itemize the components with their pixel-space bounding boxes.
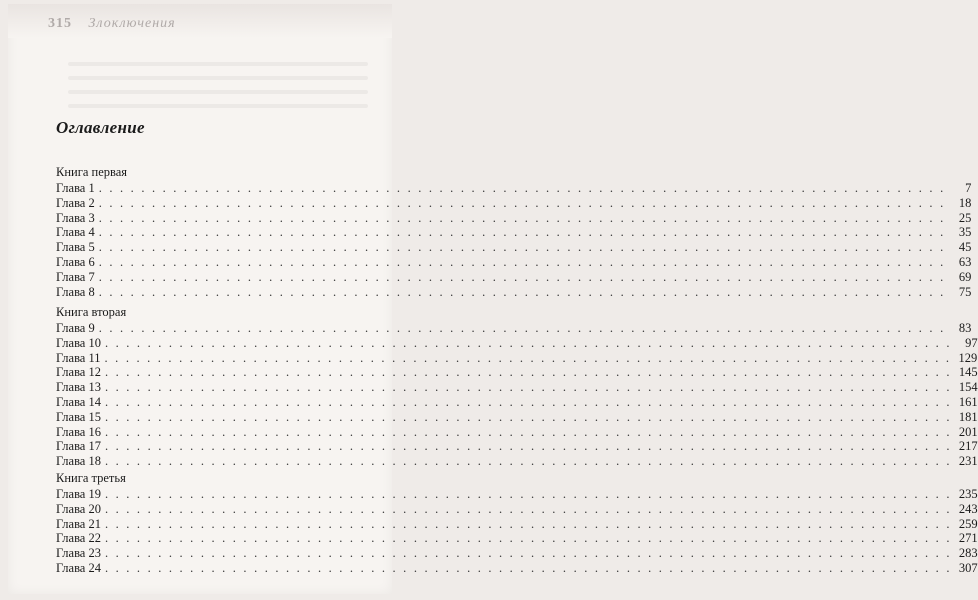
chapter-label: Глава 19 — [56, 487, 101, 501]
chapter-page-number: 271 — [958, 531, 978, 546]
toc-book-2 — [56, 304, 978, 469]
toc-entry — [56, 284, 972, 300]
dot-leader: . . . . . . . . . . . . . . . . . . . . . . . . . . . . . . . . . . . . . . . . . . . . . . . . . . . . . . . . . . . . . . . . . . . . . . . . . . . . . . . . — [98, 181, 946, 195]
dot-leader: . . . . . . . . . . . . . . . . . . . . . . . . . . . . . . . . . . . . . . . . . . . . . . . . . . . . . . . . . . . . . . . . . . . . . . . . . . . . . . . . — [98, 225, 946, 240]
dot-leader: . . . . . . . . . . . . . . . . . . . . . . . . . . . . . . . . . . . . . . . . . . . . . . . . . . . . . . . . . . . . . . . . . . . . . . . . . . . . . . . . — [104, 350, 952, 365]
toc-title: Оглавление — [56, 118, 145, 137]
toc-entry — [56, 424, 978, 440]
toc-entry — [56, 516, 978, 532]
toc-entry — [56, 254, 972, 270]
chapter-page-number: 18 — [958, 195, 972, 210]
toc-entry — [56, 439, 978, 454]
chapter-page-number: 35 — [958, 225, 972, 240]
book-title: Книга вторая — [56, 305, 127, 319]
book-title: Книга первая — [56, 165, 128, 179]
chapter-page-number: 235 — [958, 487, 978, 501]
chapter-label: Глава 10 — [56, 335, 101, 350]
chapter-label: Глава 9 — [56, 321, 95, 335]
chapter-label: Глава 13 — [56, 380, 101, 395]
dot-leader: . . . . . . . . . . . . . . . . . . . . . . . . . . . . . . . . . . . . . . . . . . . . . . . . . . . . . . . . . . . . . . . . . . . . . . . . . . . . . . . . — [104, 454, 952, 469]
chapter-page-number: 243 — [958, 501, 978, 516]
chapter-label: Глава 4 — [56, 225, 95, 240]
running-header — [48, 16, 176, 32]
toc-entry — [56, 225, 972, 240]
show-through-line — [68, 90, 368, 94]
chapter-page-number: 45 — [958, 240, 972, 255]
chapter-page-number: 75 — [958, 284, 972, 299]
chapter-page-number: 231 — [958, 454, 978, 469]
chapter-page-number: 69 — [958, 269, 972, 284]
header-title: Злоключения — [88, 16, 176, 31]
chapter-list — [56, 181, 972, 299]
chapter-page-number: 307 — [958, 560, 978, 575]
dot-leader: . . . . . . . . . . . . . . . . . . . . . . . . . . . . . . . . . . . . . . . . . . . . . . . . . . . . . . . . . . . . . . . . . . . . . . . . . . . . . . . . — [104, 380, 952, 395]
show-through-line — [68, 76, 368, 80]
chapter-label: Глава 6 — [56, 254, 95, 269]
dot-leader: . . . . . . . . . . . . . . . . . . . . . . . . . . . . . . . . . . . . . . . . . . . . . . . . . . . . . . . . . . . . . . . . . . . . . . . . . . . . . . . . — [104, 531, 952, 546]
toc-entry — [56, 365, 978, 380]
show-through-line — [68, 104, 368, 108]
chapter-label: Глава 1 — [56, 181, 95, 195]
dot-leader: . . . . . . . . . . . . . . . . . . . . . . . . . . . . . . . . . . . . . . . . . . . . . . . . . . . . . . . . . . . . . . . . . . . . . . . . . . . . . . . . — [104, 501, 952, 516]
chapter-label: Глава 12 — [56, 365, 101, 380]
chapter-label: Глава 20 — [56, 501, 101, 516]
toc-entry — [56, 195, 972, 211]
chapter-label: Глава 5 — [56, 240, 95, 255]
toc-entry — [56, 269, 972, 285]
chapter-label: Глава 18 — [56, 454, 101, 469]
chapter-page-number: 63 — [958, 254, 972, 269]
toc-entry — [56, 380, 978, 395]
dot-leader: . . . . . . . . . . . . . . . . . . . . . . . . . . . . . . . . . . . . . . . . . . . . . . . . . . . . . . . . . . . . . . . . . . . . . . . . . . . . . . . . — [98, 269, 946, 284]
book-title: Книга третья — [56, 471, 126, 485]
toc-entry — [56, 210, 972, 226]
toc-book-1 — [56, 164, 972, 299]
chapter-page-number: 161 — [958, 394, 978, 409]
dot-leader: . . . . . . . . . . . . . . . . . . . . . . . . . . . . . . . . . . . . . . . . . . . . . . . . . . . . . . . . . . . . . . . . . . . . . . . . . . . . . . . . — [104, 560, 952, 575]
chapter-page-number: 145 — [958, 365, 978, 380]
chapter-label: Глава 14 — [56, 394, 101, 409]
chapter-label: Глава 16 — [56, 424, 101, 439]
chapter-label: Глава 21 — [56, 516, 101, 531]
chapter-page-number: 83 — [958, 321, 972, 335]
chapter-page-number: 217 — [958, 439, 978, 454]
dot-leader: . . . . . . . . . . . . . . . . . . . . . . . . . . . . . . . . . . . . . . . . . . . . . . . . . . . . . . . . . . . . . . . . . . . . . . . . . . . . . . . . — [104, 487, 952, 501]
dot-leader: . . . . . . . . . . . . . . . . . . . . . . . . . . . . . . . . . . . . . . . . . . . . . . . . . . . . . . . . . . . . . . . . . . . . . . . . . . . . . . . . — [98, 254, 946, 269]
toc-entry — [56, 409, 978, 425]
toc-entry — [56, 321, 972, 336]
chapter-label: Глава 22 — [56, 531, 101, 546]
toc-entry — [56, 181, 972, 196]
toc-entry — [56, 350, 978, 366]
toc-entry — [56, 531, 978, 546]
chapter-page-number: 97 — [965, 335, 978, 350]
dot-leader: . . . . . . . . . . . . . . . . . . . . . . . . . . . . . . . . . . . . . . . . . . . . . . . . . . . . . . . . . . . . . . . . . . . . . . . . . . . . . . . . — [104, 365, 952, 380]
chapter-label: Глава 11 — [56, 350, 101, 365]
show-through-line — [68, 62, 368, 66]
chapter-label: Глава 7 — [56, 269, 95, 284]
toc-entry — [56, 501, 978, 517]
chapter-page-number: 7 — [965, 181, 972, 195]
toc-entry — [56, 335, 978, 351]
toc-entry — [56, 394, 978, 410]
dot-leader: . . . . . . . . . . . . . . . . . . . . . . . . . . . . . . . . . . . . . . . . . . . . . . . . . . . . . . . . . . . . . . . . . . . . . . . . . . . . . . . . — [104, 546, 952, 561]
book-page — [8, 4, 978, 594]
chapter-label: Глава 24 — [56, 560, 101, 575]
chapter-page-number: 154 — [958, 380, 978, 395]
chapter-label: Глава 2 — [56, 195, 95, 210]
chapter-label: Глава 8 — [56, 284, 95, 299]
dot-leader: . . . . . . . . . . . . . . . . . . . . . . . . . . . . . . . . . . . . . . . . . . . . . . . . . . . . . . . . . . . . . . . . . . . . . . . . . . . . . . . . — [104, 335, 952, 350]
header-page-number: 315 — [48, 16, 72, 31]
chapter-page-number: 283 — [958, 546, 978, 561]
dot-leader: . . . . . . . . . . . . . . . . . . . . . . . . . . . . . . . . . . . . . . . . . . . . . . . . . . . . . . . . . . . . . . . . . . . . . . . . . . . . . . . . — [104, 409, 952, 424]
dot-leader: . . . . . . . . . . . . . . . . . . . . . . . . . . . . . . . . . . . . . . . . . . . . . . . . . . . . . . . . . . . . . . . . . . . . . . . . . . . . . . . . — [104, 424, 952, 439]
chapter-page-number: 129 — [958, 350, 978, 365]
toc-entry — [56, 454, 978, 469]
chapter-list — [56, 321, 978, 469]
dot-leader: . . . . . . . . . . . . . . . . . . . . . . . . . . . . . . . . . . . . . . . . . . . . . . . . . . . . . . . . . . . . . . . . . . . . . . . . . . . . . . . . — [104, 516, 952, 531]
dot-leader: . . . . . . . . . . . . . . . . . . . . . . . . . . . . . . . . . . . . . . . . . . . . . . . . . . . . . . . . . . . . . . . . . . . . . . . . . . . . . . . . — [98, 240, 946, 255]
toc-entry — [56, 240, 972, 255]
toc-entry — [56, 560, 978, 576]
toc-book-3 — [56, 470, 978, 576]
dot-leader: . . . . . . . . . . . . . . . . . . . . . . . . . . . . . . . . . . . . . . . . . . . . . . . . . . . . . . . . . . . . . . . . . . . . . . . . . . . . . . . . — [104, 439, 952, 454]
dot-leader: . . . . . . . . . . . . . . . . . . . . . . . . . . . . . . . . . . . . . . . . . . . . . . . . . . . . . . . . . . . . . . . . . . . . . . . . . . . . . . . . — [98, 195, 946, 210]
chapter-label: Глава 23 — [56, 546, 101, 561]
dot-leader: . . . . . . . . . . . . . . . . . . . . . . . . . . . . . . . . . . . . . . . . . . . . . . . . . . . . . . . . . . . . . . . . . . . . . . . . . . . . . . . . — [98, 321, 946, 335]
chapter-page-number: 25 — [958, 210, 972, 225]
chapter-page-number: 259 — [958, 516, 978, 531]
chapter-label: Глава 3 — [56, 210, 95, 225]
dot-leader: . . . . . . . . . . . . . . . . . . . . . . . . . . . . . . . . . . . . . . . . . . . . . . . . . . . . . . . . . . . . . . . . . . . . . . . . . . . . . . . . — [98, 210, 946, 225]
toc-entry — [56, 487, 978, 502]
dot-leader: . . . . . . . . . . . . . . . . . . . . . . . . . . . . . . . . . . . . . . . . . . . . . . . . . . . . . . . . . . . . . . . . . . . . . . . . . . . . . . . . — [98, 284, 946, 299]
toc-entry — [56, 546, 978, 561]
chapter-label: Глава 15 — [56, 409, 101, 424]
chapter-page-number: 181 — [958, 409, 978, 424]
dot-leader: . . . . . . . . . . . . . . . . . . . . . . . . . . . . . . . . . . . . . . . . . . . . . . . . . . . . . . . . . . . . . . . . . . . . . . . . . . . . . . . . — [104, 394, 952, 409]
chapter-list — [56, 487, 978, 576]
chapter-label: Глава 17 — [56, 439, 101, 454]
chapter-page-number: 201 — [958, 424, 978, 439]
